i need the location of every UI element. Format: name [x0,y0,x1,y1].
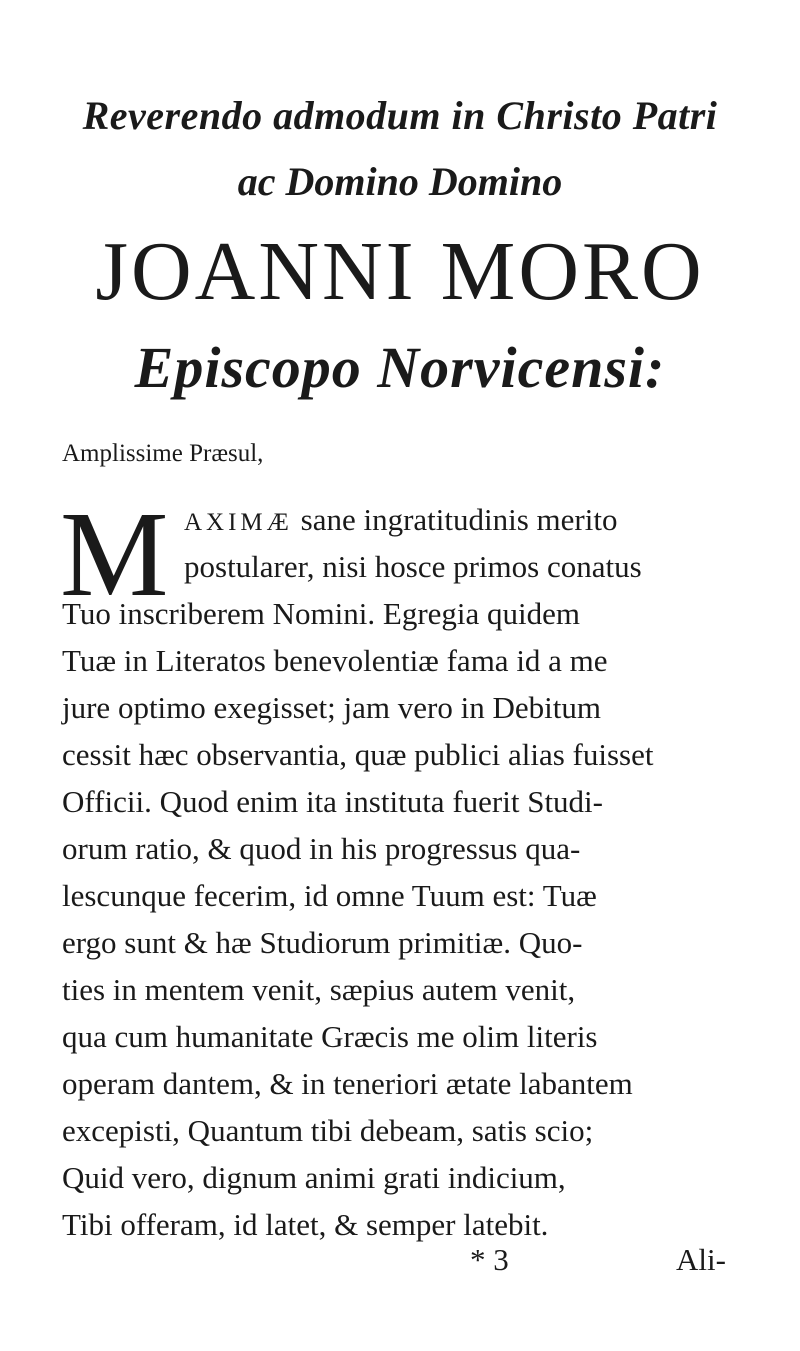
dedicatee-name: JOANNI MORO [95,225,705,318]
body-line: Officii. Quod enim ita instituta fuerit Studi- [62,784,603,819]
body-line: ergo sunt & hæ Studiorum primitiæ. Quo- [62,925,583,960]
opening-smallcaps: AXIMÆ [184,509,293,536]
signature-mark: * 3 [470,1242,509,1277]
body-line: lescunque fecerim, id omne Tuum est: Tuæ [62,878,597,913]
opening-rest: sane ingratitudinis merito [300,502,618,537]
dedication-line-1: Reverendo admodum in Christo Patri [82,93,718,138]
body-line-1 [184,502,617,538]
body-line: cessit hæc observantia, quæ publici alias fuisset [62,737,654,772]
dedication-line-2: ac Domino Domino [237,159,563,204]
body-line: Tuo inscriberem Nomini. Egregia quidem [62,596,581,631]
catchword: Ali- [676,1242,726,1277]
dedicatee-see: Episcopo Norvicensi: [134,335,666,400]
body-line: orum ratio, & quod in his progressus qua- [62,831,581,866]
drop-cap: M [60,487,169,622]
body-line: Tuæ in Literatos benevolentiæ fama id a me [62,643,608,678]
body-line: operam dantem, & in teneriori ætate labantem [62,1066,633,1101]
body-line: Quid vero, dignum animi grati indicium, [62,1160,566,1195]
body-line: Tibi offeram, id latet, & semper latebit. [62,1207,549,1242]
body-line: qua cum humanitate Græcis me olim literis [62,1019,598,1054]
body-line: ties in mentem venit, sæpius autem venit, [62,972,576,1007]
body-line: jure optimo exegisset; jam vero in Debitum [62,690,601,725]
salutation: Amplissime Præsul, [62,440,264,467]
body-line: excepisti, Quantum tibi debeam, satis scio; [62,1113,594,1148]
body-line-2: postularer, nisi hosce primos conatus [184,549,642,584]
